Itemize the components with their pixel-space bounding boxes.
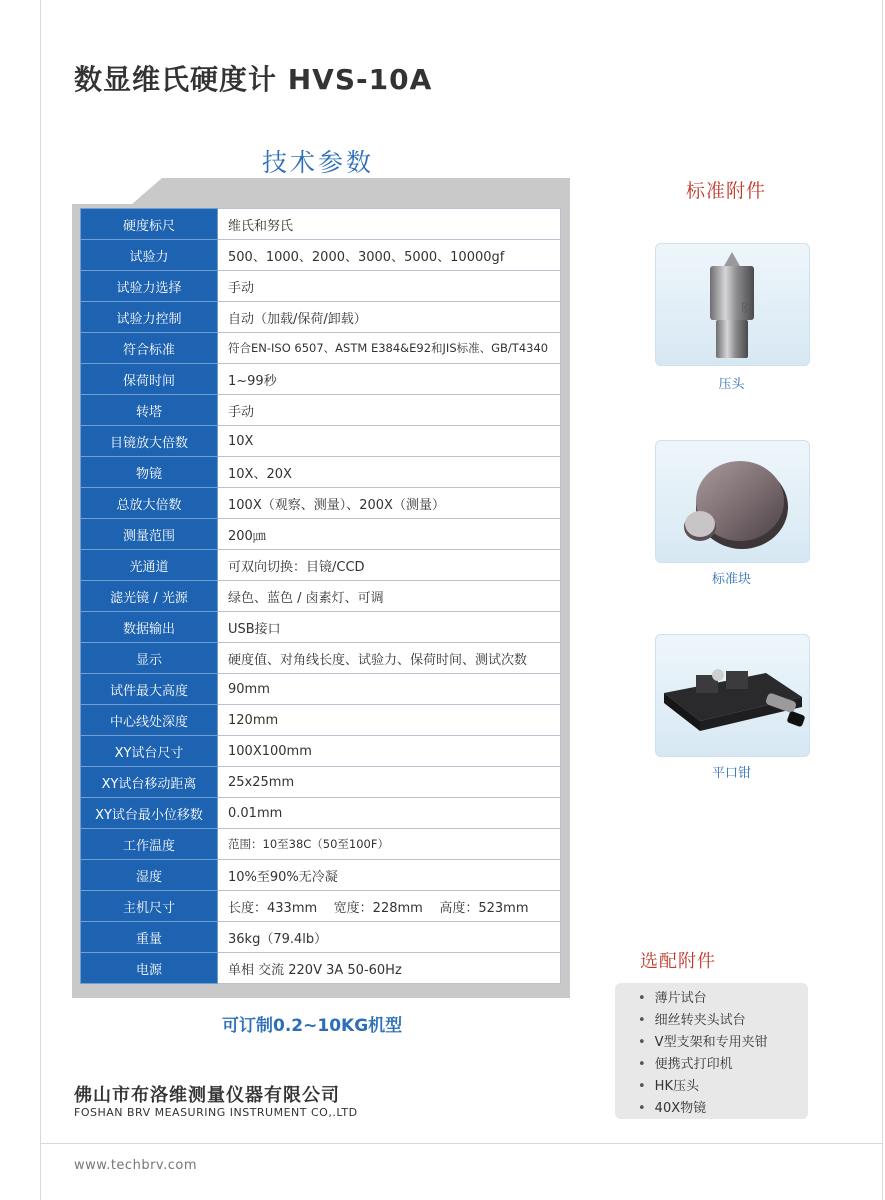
- spec-label: 试验力控制: [81, 302, 218, 333]
- spec-label: 试件最大高度: [81, 674, 218, 705]
- flat-vise-image: [655, 634, 810, 757]
- table-row: [81, 736, 561, 767]
- spec-value: 0.01mm: [218, 798, 561, 829]
- accessory-label-test-block: 标准块: [711, 572, 751, 587]
- spec-value: 10X: [218, 426, 561, 457]
- website-url[interactable]: www.techbrv.com: [74, 1158, 197, 1173]
- spec-label: XY试台移动距离: [81, 767, 218, 798]
- table-row: [81, 240, 561, 271]
- table-row: [81, 643, 561, 674]
- spec-label: 试验力: [81, 240, 218, 271]
- table-row: [81, 519, 561, 550]
- spec-label: 滤光镜 / 光源: [81, 581, 218, 612]
- list-item: • 细丝转夹头试台: [638, 1010, 768, 1032]
- table-row: [81, 674, 561, 705]
- table-row: [81, 333, 561, 364]
- spec-label: 硬度标尺: [81, 209, 218, 240]
- table-row: [81, 798, 561, 829]
- table-row: [81, 271, 561, 302]
- spec-value: 10X、20X: [218, 457, 561, 488]
- spec-label: 显示: [81, 643, 218, 674]
- spec-value: 长度：433mm 宽度：228mm 高度：523mm: [218, 891, 561, 922]
- company-name-en: FOSHAN BRV MEASURING INSTRUMENT CO,.LTD: [74, 1106, 358, 1119]
- page-title: 数显维氏硬度计 HVS-10A: [74, 63, 433, 96]
- spec-value: 100X（观察、测量）、200X（测量）: [218, 488, 561, 519]
- table-row: [81, 860, 561, 891]
- spec-label: 符合标准: [81, 333, 218, 364]
- table-row: [81, 364, 561, 395]
- table-row: [81, 550, 561, 581]
- spec-label: 物镜: [81, 457, 218, 488]
- spec-value: 100X100mm: [218, 736, 561, 767]
- indenter-image: [655, 243, 810, 366]
- specs-table: [80, 208, 561, 984]
- spec-label: 转塔: [81, 395, 218, 426]
- custom-note: 可订制0.2~10KG机型: [222, 1016, 403, 1036]
- spec-value: 500、1000、2000、3000、5000、10000gf: [218, 240, 561, 271]
- test-block-image: [655, 440, 810, 563]
- spec-label: 目镜放大倍数: [81, 426, 218, 457]
- spec-value: 符合EN-ISO 6507、ASTM E384&E92和JIS标准、GB/T4340: [218, 333, 561, 364]
- spec-value: 手动: [218, 271, 561, 302]
- spec-label: 数据输出: [81, 612, 218, 643]
- spec-value: 绿色、蓝色 / 卤素灯、可调: [218, 581, 561, 612]
- table-row: [81, 457, 561, 488]
- spec-value: 可双向切换：目镜/CCD: [218, 550, 561, 581]
- spec-label: 重量: [81, 922, 218, 953]
- spec-value: 1~99秒: [218, 364, 561, 395]
- spec-value: 单相 交流 220V 3A 50-60Hz: [218, 953, 561, 984]
- table-row: [81, 891, 561, 922]
- spec-value: 10%至90%无冷凝: [218, 860, 561, 891]
- spec-label: 试验力选择: [81, 271, 218, 302]
- list-item: • HK压头: [638, 1076, 768, 1098]
- spec-label: 主机尺寸: [81, 891, 218, 922]
- table-row: [81, 581, 561, 612]
- spec-label: 总放大倍数: [81, 488, 218, 519]
- standard-accessories-heading: 标准附件: [686, 180, 767, 202]
- list-item: • 便携式打印机: [638, 1054, 768, 1076]
- spec-value: 200㎛: [218, 519, 561, 550]
- table-row: [81, 488, 561, 519]
- list-item: • V型支架和专用夹钳: [638, 1032, 768, 1054]
- table-row: [81, 922, 561, 953]
- table-row: [81, 302, 561, 333]
- table-row: [81, 953, 561, 984]
- company-name-cn: 佛山市布洛维测量仪器有限公司: [74, 1085, 340, 1106]
- footer-divider: [40, 1143, 883, 1144]
- spec-label: XY试台尺寸: [81, 736, 218, 767]
- table-row: [81, 705, 561, 736]
- specs-panel: [72, 178, 570, 998]
- spec-value: 25x25mm: [218, 767, 561, 798]
- accessory-label-indenter: 压头: [718, 377, 745, 392]
- spec-value: 手动: [218, 395, 561, 426]
- list-item: • 薄片试台: [638, 988, 768, 1010]
- spec-label: 中心线处深度: [81, 705, 218, 736]
- spec-value: 36kg（79.4lb）: [218, 922, 561, 953]
- spec-value: 自动（加载/保荷/卸载）: [218, 302, 561, 333]
- accessory-label-flat-vise: 平口钳: [711, 766, 751, 781]
- spec-value: 维氏和努氏: [218, 209, 561, 240]
- table-row: [81, 209, 561, 240]
- spec-value: 硬度值、对角线长度、试验力、保荷时间、测试次数: [218, 643, 561, 674]
- spec-value: 90mm: [218, 674, 561, 705]
- list-item: • 40X物镜: [638, 1098, 768, 1120]
- spec-label: 测量范围: [81, 519, 218, 550]
- table-row: [81, 426, 561, 457]
- optional-accessories-heading: 选配附件: [640, 951, 716, 972]
- spec-label: XY试台最小位移数: [81, 798, 218, 829]
- table-row: [81, 612, 561, 643]
- specs-heading: 技术参数: [262, 148, 375, 177]
- spec-value: USB接口: [218, 612, 561, 643]
- spec-value: 120mm: [218, 705, 561, 736]
- spec-label: 电源: [81, 953, 218, 984]
- table-row: [81, 395, 561, 426]
- spec-label: 湿度: [81, 860, 218, 891]
- spec-label: 光通道: [81, 550, 218, 581]
- spec-value: 范围：10至38C（50至100F）: [218, 829, 561, 860]
- table-row: [81, 767, 561, 798]
- table-row: [81, 829, 561, 860]
- svg-text:DO: DO: [740, 302, 748, 313]
- optional-accessories-list: [638, 988, 768, 1120]
- spec-label: 保荷时间: [81, 364, 218, 395]
- spec-label: 工作温度: [81, 829, 218, 860]
